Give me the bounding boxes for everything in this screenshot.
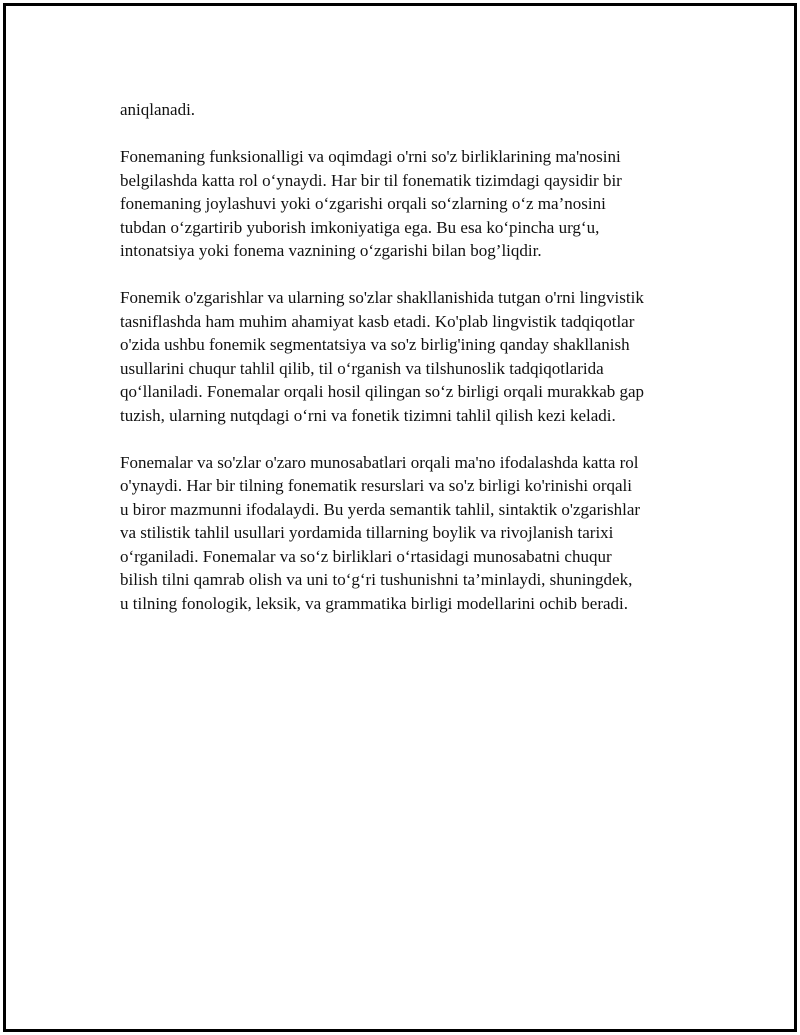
text-line: va stilistik tahlil usullari yordamida tillarning boylik va rivojlanish tarixi	[120, 523, 614, 542]
text-line: aniqlanadi.	[120, 100, 196, 119]
text-line: qo‘llaniladi. Fonemalar orqali hosil qilingan so‘z birligi orqali murakkab gap	[120, 382, 645, 401]
text-line: u biror mazmunni ifodalaydi. Bu yerda semantik tahlil, sintaktik o'zgarishlar	[120, 499, 641, 519]
text-line: tubdan o‘zgartirib yuborish imkoniyatiga ega. Bu esa ko‘pincha urg‘u,	[120, 217, 600, 237]
text-line: tuzish, ularning nutqdagi o‘rni va fonetik tizimni tahlil qilish kezi keladi.	[120, 405, 616, 425]
text-line: usullarini chuqur tahlil qilib, til o‘rganish va tilshunoslik tadqiqotlarida	[120, 358, 604, 378]
text-line: u tilning fonologik, leksik, va grammatika birligi modellarini ochib beradi.	[120, 593, 629, 613]
text-line: Fonemik o'zgarishlar va ularning so'zlar shakllanishida tutgan o'rni lingvistik	[120, 288, 644, 307]
document-body	[120, 98, 700, 639]
text-line: fonemaning joylashuvi yoki o‘zgarishi orqali so‘zlarning o‘z ma’nosini	[120, 194, 606, 213]
paragraph-4	[120, 451, 700, 616]
paragraph-3	[120, 286, 700, 427]
paragraph-2	[120, 145, 700, 263]
text-line: bilish tilni qamrab olish va uni to‘g‘ri tushunishni ta’minlaydi, shuningdek,	[120, 570, 633, 589]
text-line: o'ynaydi. Har bir tilning fonematik resurslari va so'z birligi ko'rinishi orqali	[120, 476, 633, 495]
page-border	[3, 3, 797, 1032]
text-line: Fonemaning funksionalligi va oqimdagi o'rni so'z birliklarining ma'nosini	[120, 147, 621, 166]
text-line: o‘rganiladi. Fonemalar va so‘z birliklari o‘rtasidagi munosabatni chuqur	[120, 546, 612, 566]
text-line: o'zida ushbu fonemik segmentatsiya va so'z birlig'ining qanday shakllanish	[120, 335, 630, 354]
text-line: tasniflashda ham muhim ahamiyat kasb etadi. Ko'plab lingvistik tadqiqotlar	[120, 311, 635, 331]
text-line: intonatsiya yoki fonema vaznining o‘zgarishi bilan bog’liqdir.	[120, 241, 542, 260]
text-line: Fonemalar va so'zlar o'zaro munosabatlari orqali ma'no ifodalashda katta rol	[120, 452, 639, 472]
text-line: belgilashda katta rol o‘ynaydi. Har bir til fonematik tizimdagi qaysidir bir	[120, 170, 622, 190]
paragraph-1	[120, 98, 700, 122]
